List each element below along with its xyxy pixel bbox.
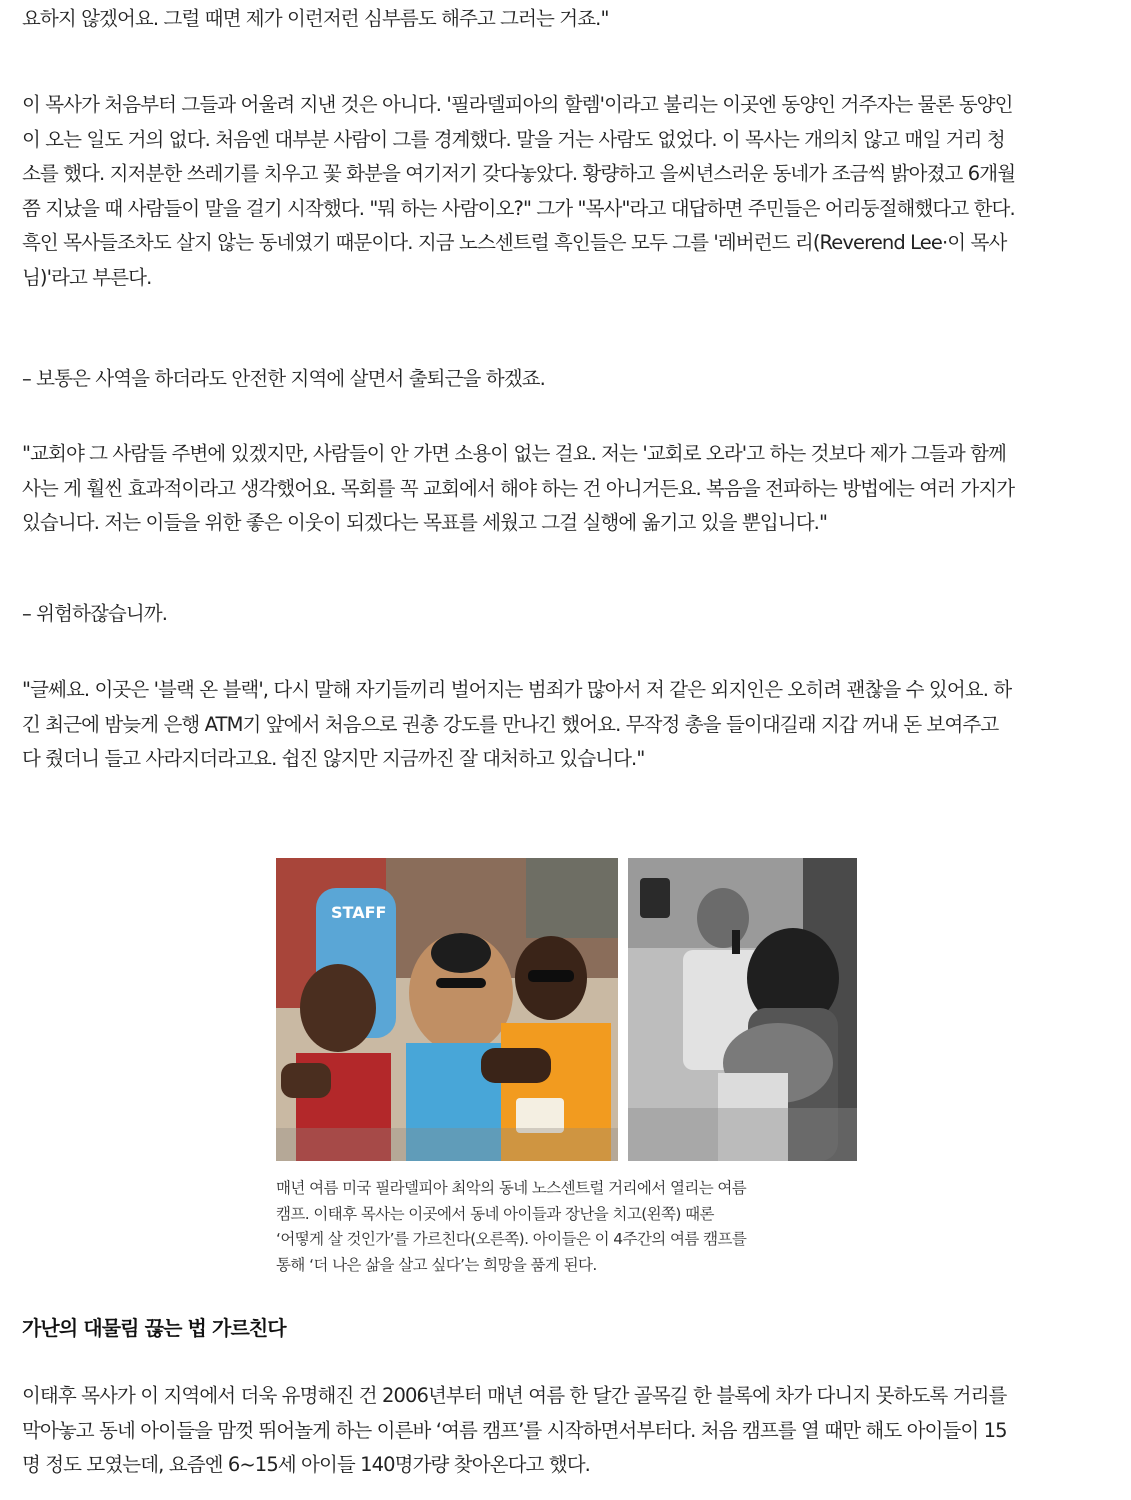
body-paragraph-2 <box>22 437 1112 541</box>
section-heading: 가난의 대물림 끊는 법 가르친다 <box>22 1316 286 1340</box>
text-line: 있습니다. 저는 이들을 위한 좋은 이웃이 되겠다는 목표를 세웠고 그걸 실행에 옮기고 있을 뿐입니다." <box>22 511 828 534</box>
interview-question-2 <box>22 597 1112 632</box>
text-line: 이태후 목사가 이 지역에서 더욱 유명해진 건 2006년부터 매년 여름 한 달간 골목길 한 블록에 차가 다니지 못하도록 거리를 <box>22 1384 1007 1407</box>
photo-figure <box>276 858 857 1274</box>
caption-line: ‘어떻게 살 것인가’를 가르친다(오른쪽). 아이들은 이 4주간의 여름 캠프를 <box>276 1230 747 1248</box>
body-paragraph-3 <box>22 673 1112 777</box>
caption-line: 캠프. 이태후 목사는 이곳에서 동네 아이들과 장난을 치고(왼쪽) 때론 <box>276 1204 714 1223</box>
intro-paragraph <box>22 2 1112 37</box>
photo-caption <box>276 1176 857 1278</box>
text-line: 이 목사가 처음부터 그들과 어울려 지낸 것은 아니다. '필라델피아의 할렘'이라고 불리는 이곳엔 동양인 거주자는 물론 동양인 <box>22 93 1013 116</box>
text-line: – 위험하잖습니까. <box>22 602 168 625</box>
caption-line: 매년 여름 미국 필라델피아 최악의 동네 노스센트럴 거리에서 열리는 여름 <box>276 1179 747 1197</box>
interview-question-1 <box>22 362 1112 397</box>
text-line: 소를 했다. 지저분한 쓰레기를 치우고 꽃 화분을 여기저기 갖다놓았다. 황량하고 을씨년스러운 동네가 조금씩 밝아졌고 6개월 <box>22 162 1016 185</box>
text-line: "글쎄요. 이곳은 '블랙 온 블랙', 다시 말해 자기들끼리 벌어지는 범죄가 많아서 저 같은 외지인은 오히려 괜찮을 수 있어요. 하 <box>22 678 1012 701</box>
photo-illustration <box>276 858 618 1161</box>
text-line: 쯤 지났을 때 사람들이 말을 걸기 시작했다. "뭐 하는 사람이오?" 그가 "목사"라고 대답하면 주민들은 어리둥절해했다고 한다. <box>22 196 1015 220</box>
text-line: "교회야 그 사람들 주변에 있겠지만, 사람들이 안 가면 소용이 없는 걸요. 저는 '교회로 오라'고 하는 것보다 제가 그들과 함께 <box>22 442 1006 465</box>
body-paragraph-4 <box>22 1379 1112 1483</box>
text-line: 사는 게 훨씬 효과적이라고 생각했어요. 목회를 꼭 교회에서 해야 하는 건 아니거든요. 복음을 전파하는 방법에는 여러 가지가 <box>22 476 1015 500</box>
photo-illustration <box>628 858 857 1161</box>
photo-row <box>276 858 857 1161</box>
text-line: 명 정도 모였는데, 요즘엔 6~15세 아이들 140명가량 찾아온다고 했다. <box>22 1453 590 1476</box>
text-line: 흑인 목사들조차도 살지 않는 동네였기 때문이다. 지금 노스센트럴 흑인들은 모두 그를 '레버런드 리(Reverend Lee·이 목사 <box>22 231 1007 254</box>
text-line: 님)'라고 부른다. <box>22 265 152 289</box>
body-paragraph-1 <box>22 88 1112 295</box>
summer-camp-photo-left <box>276 858 618 1161</box>
text-line: 막아놓고 동네 아이들을 맘껏 뛰어놀게 하는 이른바 ‘여름 캠프’를 시작하면서부터다. 처음 캠프를 열 때만 해도 아이들이 15 <box>22 1418 1007 1442</box>
text-line: 요하지 않겠어요. 그럴 때면 제가 이런저런 심부름도 해주고 그러는 거죠." <box>22 7 609 30</box>
summer-camp-photo-right <box>628 858 857 1161</box>
text-line: 이 오는 일도 거의 없다. 처음엔 대부분 사람이 그를 경계했다. 말을 거는 사람도 없었다. 이 목사는 개의치 않고 매일 거리 청 <box>22 127 1005 151</box>
caption-line: 통해 ‘더 나은 삶을 살고 싶다’는 희망을 품게 된다. <box>276 1255 597 1274</box>
text-line: – 보통은 사역을 하더라도 안전한 지역에 살면서 출퇴근을 하겠죠. <box>22 367 545 390</box>
staff-shirt-text: STAFF <box>331 903 387 922</box>
text-line: 다 줬더니 들고 사라지더라고요. 쉽진 않지만 지금까진 잘 대처하고 있습니다." <box>22 747 645 770</box>
text-line: 긴 최근에 밤늦게 은행 ATM기 앞에서 처음으로 권총 강도를 만나긴 했어요. 무작정 총을 들이대길래 지갑 꺼내 돈 보여주고 <box>22 712 999 736</box>
